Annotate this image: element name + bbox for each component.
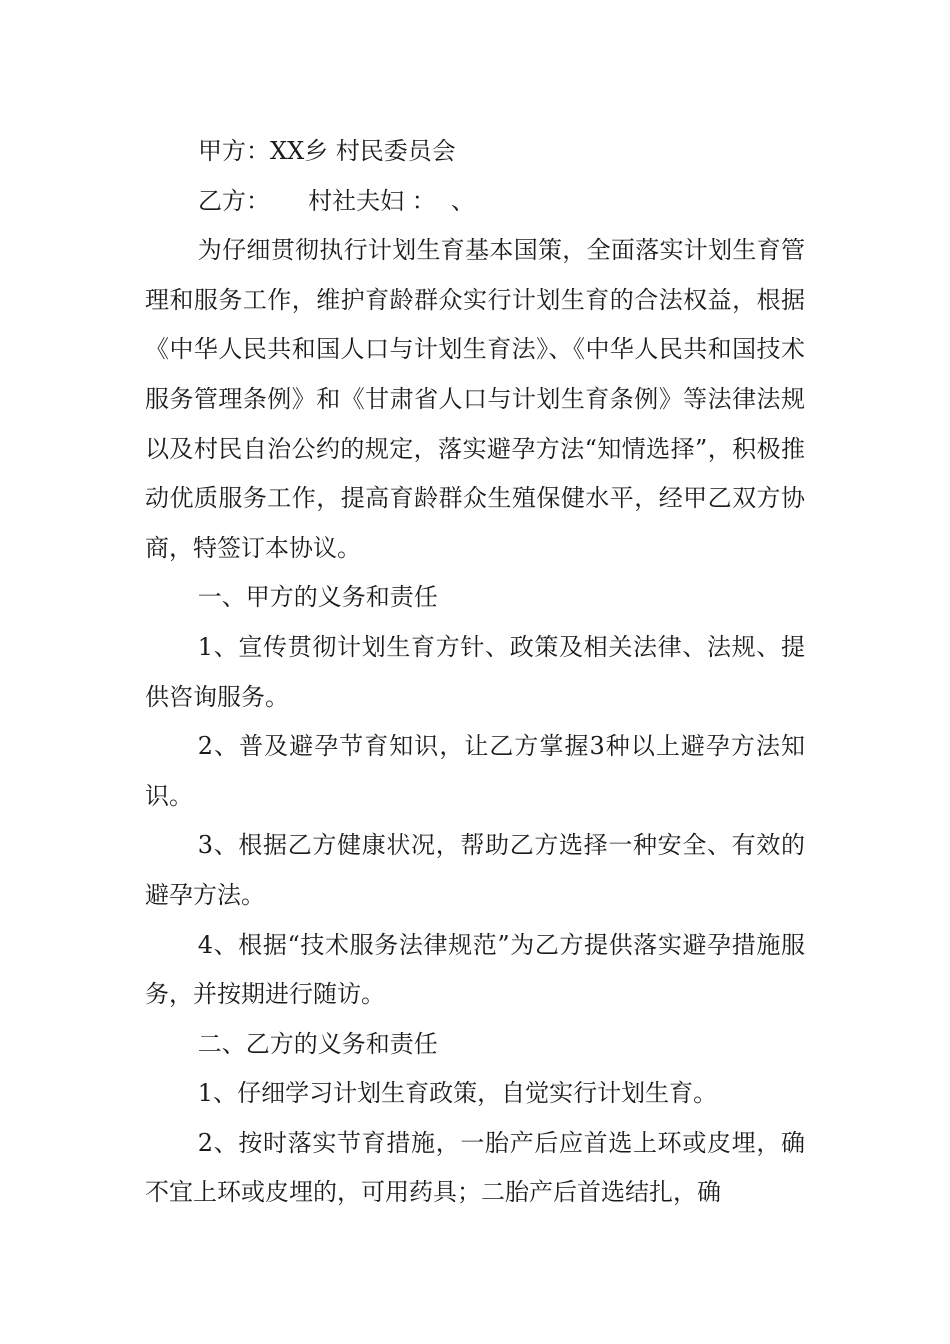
section-1-item-4: 4、根据“技术服务法律规范”为乙方提供落实避孕措施服务，并按期进行随访。 [145,930,805,1009]
section-1-heading: 一、甲方的义务和责任 [197,583,438,612]
section-2-heading: 二、乙方的义务和责任 [197,1029,438,1058]
party-a-line: 甲方：XX乡 村民委员会 [198,137,456,165]
section-1-item-3: 3、根据乙方健康状况，帮助乙方选择一种安全、有效的避孕方法。 [145,831,805,909]
section-2-item-1: 1、仔细学习计划生育政策，自觉实行计划生育。 [197,1079,718,1108]
section-2-item-2: 2、按时落实节育措施，一胎产后应首选上环或皮埋，确不宜上环或皮埋的，可用药具；二胎产后首选结扎，确 [145,1128,805,1207]
section-1-item-1: 1、宣传贯彻计划生育方针、政策及相关法律、法规、提供咨询服务。 [145,632,805,711]
intro-paragraph: 为仔细贯彻执行计划生育基本国策，全面落实计划生育管理和服务工作，维护育龄群众实行计划生育的合法权益，根据《中华人民共和国人口与计划生育法》、《中华人民共和国技术服务管理条例》和《甘肃省人口与计划生育条例》等法律法规以及村民自治公约的规定，落实避孕方法“知情选择”，积极推动优质服务工作，提高育龄群众生殖保健水平，经甲乙双方协商，特签订本协议。 [145,236,805,562]
section-1-item-2: 2、普及避孕节育知识，让乙方掌握3种以上避孕方法知识。 [145,732,805,810]
party-b-line: 乙方： 村社夫妇 ： 、 [198,186,476,215]
document-page [145,127,805,1218]
